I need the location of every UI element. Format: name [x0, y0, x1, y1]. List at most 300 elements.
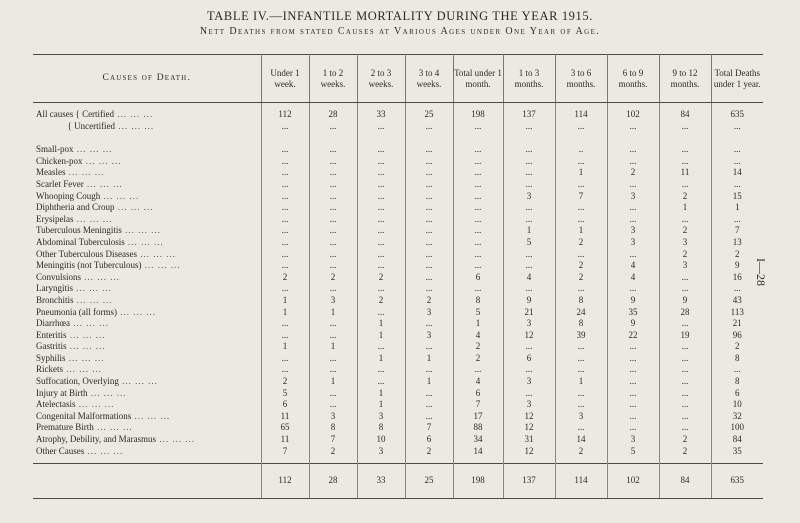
table-cell: ... — [607, 156, 659, 168]
leader-dots: ... ... ... — [82, 155, 122, 166]
cause-name: Premature Birth — [36, 422, 94, 433]
table-cell: ... — [733, 283, 741, 294]
cause-name: Diphtheria and Croup — [36, 202, 115, 213]
leader-dots: ... ... ... — [156, 434, 196, 445]
table-row — [33, 364, 763, 376]
cause-name: Enteritis — [36, 329, 67, 340]
table-cell: 12 — [503, 411, 555, 423]
table-cell: ... — [503, 364, 555, 376]
leader-dots: ... ... ... — [114, 109, 154, 119]
table-cell: 2 — [659, 249, 711, 261]
table-row — [33, 156, 763, 168]
table-cell: ... — [357, 364, 405, 376]
table-cell: ... — [453, 214, 503, 226]
table-cell: 3 — [607, 191, 659, 203]
table-cell: 16 — [732, 271, 742, 282]
leader-dots: ... ... ... — [83, 178, 123, 189]
table-cell: 2 — [357, 295, 405, 307]
table-cell: 113 — [730, 306, 744, 317]
cause-name: Erysipelas — [36, 213, 74, 224]
table-cell: 1 — [357, 318, 405, 330]
totals-label-cell — [33, 464, 261, 499]
table-cell: ... — [555, 364, 607, 376]
cause-label — [33, 191, 261, 203]
table-row — [33, 341, 763, 353]
table-cell: 1 — [405, 353, 453, 365]
total-cell: 102 — [607, 464, 659, 499]
table-cell: ... — [261, 144, 309, 156]
table-cell: ... — [659, 318, 711, 330]
leader-dots: ... ... ... — [66, 329, 106, 340]
table-cell: ... — [555, 179, 607, 191]
table-cell: ... — [261, 214, 309, 226]
table-cell: ... — [405, 341, 453, 353]
table-cell: 1 — [309, 341, 357, 353]
table-row — [33, 214, 763, 226]
table-cell: ... — [261, 121, 309, 133]
table-cell: ... — [503, 167, 555, 179]
table-cell: ... — [405, 167, 453, 179]
table-cell: ... — [405, 179, 453, 191]
table-cell: 22 — [607, 330, 659, 342]
cause-label — [33, 156, 261, 168]
table-row-all-causes — [33, 121, 763, 133]
table-cell: 2 — [405, 446, 453, 458]
column-header: Under 1 week. — [261, 55, 309, 103]
table-cell: ... — [357, 191, 405, 203]
table-cell: ... — [357, 307, 405, 319]
table-cell: ... — [357, 144, 405, 156]
table-cell: 2 — [261, 272, 309, 284]
table-cell: ... — [405, 388, 453, 400]
cause-name: Certified — [82, 109, 115, 119]
leader-dots: ... ... ... — [81, 271, 121, 282]
table-cell: 17 — [453, 411, 503, 423]
table-cell: ... — [357, 167, 405, 179]
table-cell: 10 — [732, 399, 742, 410]
cause-label — [33, 272, 261, 284]
table-cell: 3 — [503, 399, 555, 411]
table-cell: ... — [405, 283, 453, 295]
table-cell: ... — [503, 388, 555, 400]
cause-name: Congenital Malformations — [36, 410, 132, 421]
table-cell: ... — [357, 179, 405, 191]
table-cell: 1 — [503, 225, 555, 237]
table-cell: ... — [405, 156, 453, 168]
table-cell: 2 — [659, 446, 711, 458]
table-cell: ... — [607, 388, 659, 400]
table-row — [33, 202, 763, 214]
table-cell: 28 — [309, 109, 357, 121]
table-row — [33, 191, 763, 203]
cause-label — [33, 109, 261, 121]
table-cell: 1 — [261, 307, 309, 319]
table-cell: ... — [453, 249, 503, 261]
cause-label — [33, 388, 261, 400]
table-cell: ... — [405, 411, 453, 423]
table-cell: 39 — [555, 330, 607, 342]
table-cell: 2 — [607, 167, 659, 179]
table-cell: ... — [659, 341, 711, 353]
table-cell: 14 — [732, 167, 742, 178]
leader-dots: ... ... ... — [87, 387, 127, 398]
table-cell: 2 — [453, 353, 503, 365]
table-cell: ... — [309, 202, 357, 214]
table-cell: 6 — [261, 399, 309, 411]
table-cell: ... — [607, 341, 659, 353]
leader-dots: ... ... ... — [124, 236, 164, 247]
table-cell: 2 — [659, 434, 711, 446]
leader-dots: ... ... ... — [75, 399, 115, 410]
leader-dots: ... ... ... — [65, 167, 105, 178]
table-cell: ... — [357, 156, 405, 168]
table-cell: 1 — [309, 307, 357, 319]
table-cell: ... — [607, 353, 659, 365]
mortality-table — [33, 54, 763, 499]
table-cell: ... — [503, 214, 555, 226]
cause-label — [33, 341, 261, 353]
table-cell: ... — [261, 191, 309, 203]
leader-dots: ... ... ... — [114, 202, 154, 213]
cause-label — [33, 307, 261, 319]
all-causes-label: { — [36, 120, 75, 131]
leader-dots: ... ... ... — [93, 422, 133, 433]
table-cell: 5 — [261, 388, 309, 400]
table-cell: ... — [555, 353, 607, 365]
table-cell: ... — [309, 388, 357, 400]
cause-name: Tuberculous Meningitis — [36, 225, 122, 236]
cause-label — [33, 144, 261, 156]
table-cell: ... — [309, 318, 357, 330]
table-cell: .. — [555, 144, 607, 156]
cause-name: Laryngitis — [36, 283, 73, 294]
table-cell: ... — [659, 272, 711, 284]
table-cell: 12 — [503, 330, 555, 342]
table-cell: ... — [733, 364, 741, 375]
table-cell: ... — [607, 399, 659, 411]
table-row — [33, 167, 763, 179]
table-cell: 2 — [735, 341, 740, 352]
table-cell: ... — [261, 249, 309, 261]
table-cell: 1 — [659, 202, 711, 214]
table-cell: 3 — [357, 446, 405, 458]
table-cell: ... — [659, 411, 711, 423]
table-cell: 3 — [309, 295, 357, 307]
table-row — [33, 422, 763, 434]
table-row — [33, 295, 763, 307]
table-cell: ... — [503, 121, 555, 133]
table-cell: ... — [309, 237, 357, 249]
cause-label — [33, 283, 261, 295]
table-cell: ... — [261, 330, 309, 342]
table-cell: 88 — [453, 422, 503, 434]
table-cell: ... — [261, 318, 309, 330]
table-row — [33, 388, 763, 400]
table-cell: 1 — [555, 225, 607, 237]
table-subtitle: Nett Deaths from stated Causes at Various Ages under One Year of Age. — [199, 26, 601, 37]
table-cell: 43 — [732, 294, 742, 305]
cause-name: Abdominal Tuberculosis — [36, 236, 125, 247]
table-cell: 24 — [555, 307, 607, 319]
table-cell: 3 — [405, 307, 453, 319]
table-cell: ... — [357, 214, 405, 226]
leader-dots: ... ... ... — [66, 341, 106, 352]
table-cell: 11 — [659, 167, 711, 179]
table-cell: 28 — [659, 307, 711, 319]
table-cell: 4 — [607, 272, 659, 284]
table-cell: 1 — [555, 167, 607, 179]
table-cell: 14 — [453, 446, 503, 458]
table-cell: ... — [405, 237, 453, 249]
table-cell: ... — [309, 249, 357, 261]
table-cell: ... — [453, 191, 503, 203]
table-cell: 2 — [309, 446, 357, 458]
cause-name: Uncertified — [74, 120, 116, 131]
table-cell: ... — [503, 249, 555, 261]
table-row — [33, 376, 763, 388]
cause-name: Measles — [36, 167, 66, 178]
table-cell: ... — [261, 225, 309, 237]
leader-dots: ... ... ... — [141, 260, 181, 271]
table-cell: 2 — [453, 341, 503, 353]
table-row — [33, 249, 763, 261]
table-row — [33, 260, 763, 272]
table-cell: 2 — [309, 272, 357, 284]
table-cell: 9 — [607, 318, 659, 330]
column-header: 2 to 3 weeks. — [357, 55, 405, 103]
table-cell: ... — [453, 202, 503, 214]
table-cell: 35 — [732, 445, 742, 456]
table-cell: 2 — [555, 237, 607, 249]
table-cell: ... — [405, 144, 453, 156]
table-cell: ... — [659, 121, 711, 133]
table-row — [33, 237, 763, 249]
cause-label — [33, 295, 261, 307]
table-cell: ... — [261, 353, 309, 365]
table-cell: ... — [261, 260, 309, 272]
table-cell: 2 — [735, 248, 740, 259]
table-cell: 1 — [357, 388, 405, 400]
table-cell: ... — [659, 179, 711, 191]
table-row — [33, 353, 763, 365]
table-cell: ... — [503, 144, 555, 156]
table-cell: ... — [607, 214, 659, 226]
table-cell: 32 — [732, 410, 742, 421]
table-body — [33, 103, 763, 499]
table-cell: 112 — [261, 109, 309, 121]
table-cell: 3 — [659, 260, 711, 272]
table-cell: 7 — [309, 434, 357, 446]
cause-label — [33, 411, 261, 423]
table-cell: 9 — [503, 295, 555, 307]
table-cell: ... — [405, 202, 453, 214]
table-cell: ... — [357, 121, 405, 133]
table-cell: 1 — [453, 318, 503, 330]
table-cell: ... — [309, 364, 357, 376]
table-cell: 3 — [503, 318, 555, 330]
cause-name: Rickets — [36, 364, 63, 375]
table-cell: ... — [405, 214, 453, 226]
table-cell: ... — [659, 144, 711, 156]
table-cell: 2 — [555, 446, 607, 458]
table-cell: ... — [453, 156, 503, 168]
table-cell: ... — [607, 202, 659, 214]
table-cell: ... — [261, 202, 309, 214]
table-cell: 1 — [357, 399, 405, 411]
table-cell: 8 — [357, 422, 405, 434]
leader-dots: ... ... ... — [115, 120, 155, 131]
table-cell: ... — [357, 341, 405, 353]
table-cell: 3 — [357, 411, 405, 423]
table-cell: ... — [555, 249, 607, 261]
table-cell: 7 — [555, 191, 607, 203]
total-cell: 198 — [453, 464, 503, 499]
table-row-all-causes — [33, 109, 763, 121]
leader-dots: ... ... ... — [63, 364, 102, 375]
cause-name: Small-pox — [36, 144, 74, 155]
table-cell: ... — [733, 213, 741, 224]
table-cell: ... — [733, 120, 741, 131]
table-cell: 11 — [261, 434, 309, 446]
cause-label — [33, 225, 261, 237]
table-cell: 9 — [659, 295, 711, 307]
cause-name: Atrophy, Debility, and Marasmus — [36, 434, 157, 445]
cause-label — [33, 249, 261, 261]
table-cell: ... — [309, 225, 357, 237]
cause-label — [33, 364, 261, 376]
table-cell: ... — [607, 376, 659, 388]
table-cell: 11 — [261, 411, 309, 423]
table-cell: ... — [555, 388, 607, 400]
table-cell: ... — [453, 121, 503, 133]
table-cell: ... — [607, 144, 659, 156]
table-cell: ... — [261, 237, 309, 249]
table-cell: ... — [405, 121, 453, 133]
table-cell: 1 — [261, 341, 309, 353]
table-cell: 2 — [357, 272, 405, 284]
table-cell: ... — [659, 214, 711, 226]
table-cell: 635 — [730, 109, 744, 119]
header-row — [33, 55, 763, 103]
table-cell: 6 — [735, 387, 740, 398]
cause-label — [33, 260, 261, 272]
table-cell: ... — [503, 260, 555, 272]
table-cell: 33 — [357, 109, 405, 121]
table-cell: ... — [309, 330, 357, 342]
table-cell: 3 — [607, 225, 659, 237]
table-cell: 3 — [555, 411, 607, 423]
table-cell: ... — [659, 364, 711, 376]
table-cell: 7 — [405, 422, 453, 434]
table-cell: 3 — [607, 434, 659, 446]
table-cell: 4 — [607, 260, 659, 272]
table-cell: ... — [659, 283, 711, 295]
table-cell: ... — [555, 399, 607, 411]
cause-name: Atelectasis — [36, 399, 76, 410]
table-row — [33, 144, 763, 156]
cause-name: Other Tuberculous Diseases — [36, 248, 137, 259]
table-cell: ... — [555, 283, 607, 295]
table-cell: ... — [659, 376, 711, 388]
table-cell: ... — [555, 341, 607, 353]
leader-dots: ... ... ... — [73, 283, 112, 294]
cause-name: Pneumonia (all forms) — [36, 306, 117, 317]
table-cell: 114 — [555, 109, 607, 121]
table-cell: 8 — [555, 318, 607, 330]
table-cell: 8 — [453, 295, 503, 307]
cause-name: Scarlet Fever — [36, 178, 84, 189]
table-cell: ... — [405, 318, 453, 330]
table-cell: 1 — [357, 330, 405, 342]
cause-label — [33, 202, 261, 214]
total-cell: 137 — [503, 464, 555, 499]
table-cell: 3 — [659, 237, 711, 249]
total-cell: 28 — [309, 464, 357, 499]
cause-label — [33, 434, 261, 446]
table-cell: ... — [309, 144, 357, 156]
table-cell: ... — [503, 341, 555, 353]
table-cell: ... — [555, 214, 607, 226]
table-cell: ... — [555, 422, 607, 434]
table-row — [33, 434, 763, 446]
table-cell: ... — [733, 144, 741, 155]
table-cell: ... — [261, 179, 309, 191]
table-cell: ... — [405, 225, 453, 237]
cause-label — [33, 214, 261, 226]
table-cell: ... — [503, 179, 555, 191]
table-cell: ... — [453, 237, 503, 249]
table-cell: 4 — [503, 272, 555, 284]
table-cell: 6 — [453, 388, 503, 400]
total-cell: 25 — [405, 464, 453, 499]
table-cell: ... — [357, 260, 405, 272]
table-cell: 1 — [555, 376, 607, 388]
totals-row — [33, 464, 763, 499]
table-row — [33, 307, 763, 319]
cause-name: Syphilis — [36, 352, 66, 363]
table-cell: ... — [733, 178, 741, 189]
table-cell: 3 — [309, 411, 357, 423]
table-cell: 8 — [555, 295, 607, 307]
leader-dots: ... ... ... — [84, 445, 124, 456]
table-cell: 31 — [503, 434, 555, 446]
table-cell: ... — [607, 283, 659, 295]
table-cell: 2 — [659, 225, 711, 237]
table-cell: ... — [453, 225, 503, 237]
column-header: 1 to 3 months. — [503, 55, 555, 103]
table-row — [33, 179, 763, 191]
table-cell: ... — [309, 283, 357, 295]
table-cell: 19 — [659, 330, 711, 342]
table-cell: 1 — [735, 202, 740, 213]
table-cell: ... — [733, 155, 741, 166]
cause-label — [33, 167, 261, 179]
table-cell: 3 — [503, 376, 555, 388]
cause-name: Other Causes — [36, 445, 85, 456]
table-cell: ... — [503, 156, 555, 168]
table-cell: 84 — [659, 109, 711, 121]
table-cell: 6 — [405, 434, 453, 446]
table-cell: ... — [607, 411, 659, 423]
table-cell: ... — [309, 121, 357, 133]
column-header: Total under 1 month. — [453, 55, 503, 103]
table-cell: 84 — [732, 434, 742, 445]
table-cell: 25 — [405, 109, 453, 121]
total-cell: 112 — [261, 464, 309, 499]
table-row — [33, 399, 763, 411]
cause-label — [33, 330, 261, 342]
table-cell: 15 — [732, 190, 742, 201]
